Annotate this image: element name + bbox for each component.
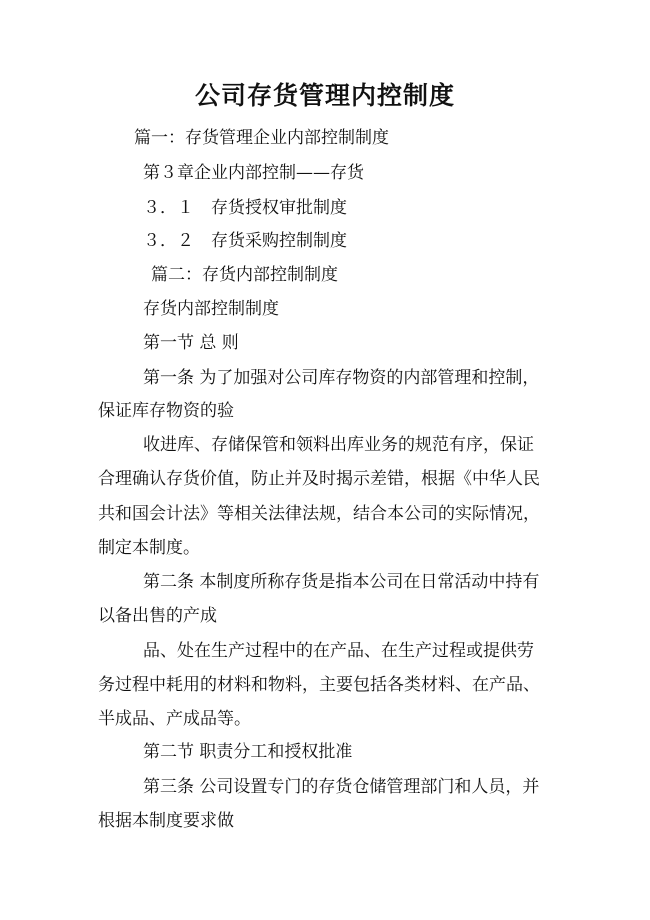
text-line: 制定本制度。	[98, 538, 200, 558]
text-line: 根据本制度要求做	[98, 811, 234, 831]
text-line: 合理确认存货价值，防止并及时揭示差错，根据《中华人民	[98, 469, 540, 489]
text-line: ３．２ 存货采购控制制度	[143, 231, 347, 251]
text-line: ３．１ 存货授权审批制度	[143, 198, 347, 218]
text-line: 以备出售的产成	[98, 606, 217, 626]
text-line: 半成品、产成品等。	[98, 709, 251, 729]
text-line: 篇一：存货管理企业内部控制制度	[134, 128, 389, 148]
text-line: 篇二：存货内部控制制度	[151, 265, 338, 285]
text-line: 共和国会计法》等相关法律法规，结合本公司的实际情况，	[98, 504, 540, 524]
text-line: 第３章企业内部控制——存货	[143, 163, 364, 183]
text-line: 务过程中耗用的材料和物料，主要包括各类材料、在产品、	[98, 675, 540, 695]
document-title: 公司存货管理内控制度	[194, 81, 455, 110]
text-line: 收进库、存储保管和领料出库业务的规范有序，保证	[143, 435, 534, 455]
text-line: 品、处在生产过程中的在产品、在生产过程或提供劳	[143, 641, 534, 661]
text-line: 第二条 本制度所称存货是指本公司在日常活动中持有	[143, 572, 540, 592]
text-line: 第三条 公司设置专门的存货仓储管理部门和人员，并	[143, 777, 540, 797]
text-line: 第二节 职责分工和授权批准	[143, 742, 353, 762]
text-line: 第一条 为了加强对公司库存物资的内部管理和控制，	[143, 368, 540, 388]
text-line: 第一节 总 则	[143, 333, 239, 353]
text-line: 存货内部控制制度	[143, 299, 279, 319]
text-line: 保证库存物资的验	[98, 401, 234, 421]
